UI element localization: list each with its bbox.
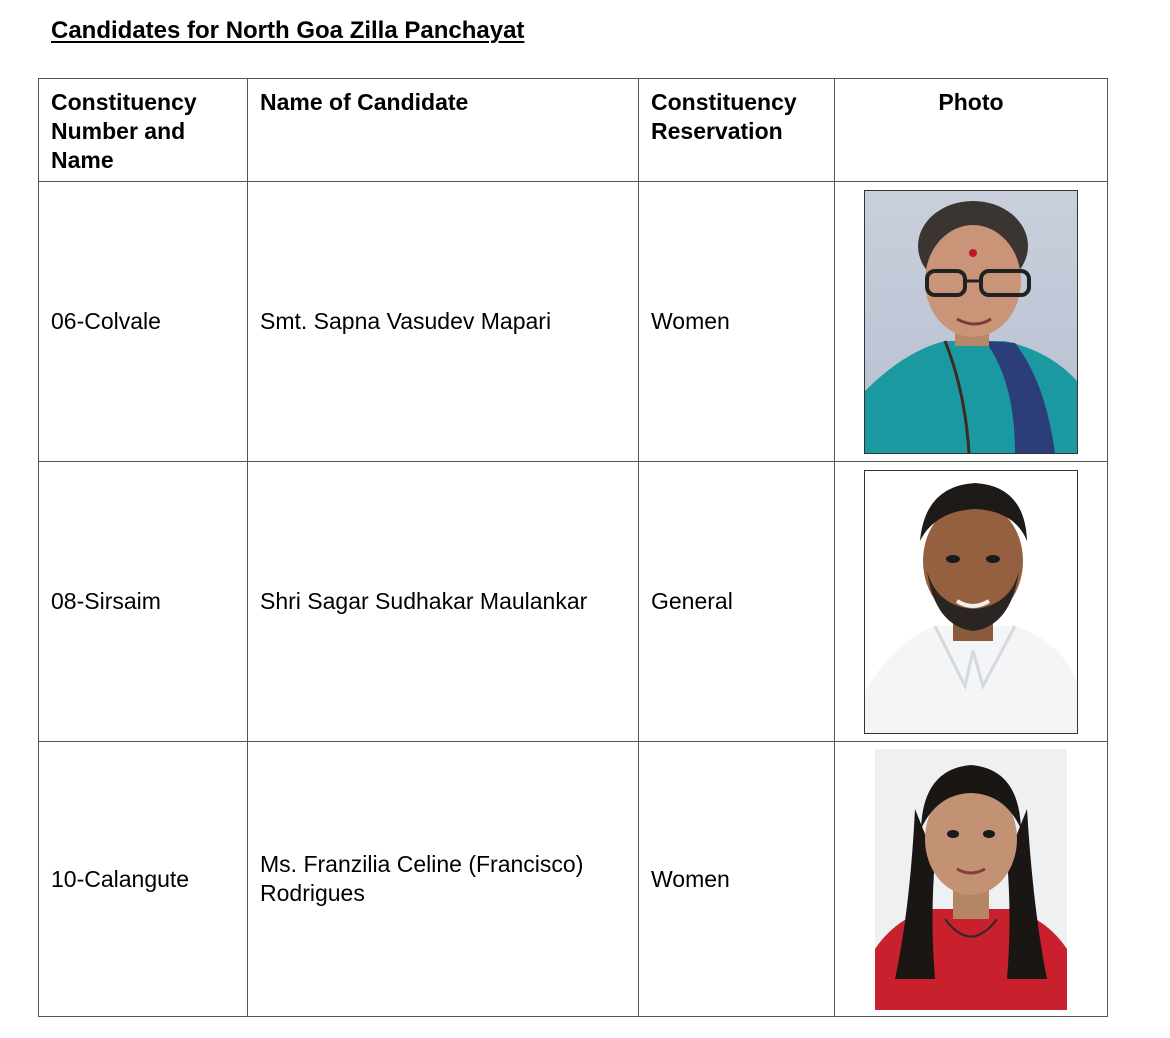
candidate-name-cell: Smt. Sapna Vasudev Mapari: [248, 182, 639, 462]
table-row: [39, 182, 1108, 462]
constituency-cell: 08-Sirsaim: [39, 462, 248, 742]
photo-cell: [835, 742, 1108, 1017]
candidate-photo: [875, 749, 1067, 1010]
candidate-name-cell: Ms. Franzilia Celine (Francisco) Rodrigues: [248, 742, 639, 1017]
photo-cell: [835, 462, 1108, 742]
header-reservation: Constituency Reservation: [639, 79, 835, 182]
reservation-cell: Women: [639, 182, 835, 462]
candidate-name-cell: Shri Sagar Sudhakar Maulankar: [248, 462, 639, 742]
header-photo: Photo: [835, 79, 1108, 182]
page-title: Candidates for North Goa Zilla Panchayat: [51, 17, 525, 44]
candidate-photo: [864, 470, 1078, 734]
candidate-photo: [864, 190, 1078, 454]
table-row: [39, 462, 1108, 742]
constituency-cell: 06-Colvale: [39, 182, 248, 462]
header-constituency: Constituency Number and Name: [39, 79, 248, 182]
table-row: [39, 742, 1108, 1017]
table-header-row: [39, 79, 1108, 182]
photo-cell: [835, 182, 1108, 462]
reservation-cell: General: [639, 462, 835, 742]
constituency-cell: 10-Calangute: [39, 742, 248, 1017]
candidates-table: [38, 78, 1108, 1017]
header-candidate: Name of Candidate: [248, 79, 639, 182]
reservation-cell: Women: [639, 742, 835, 1017]
